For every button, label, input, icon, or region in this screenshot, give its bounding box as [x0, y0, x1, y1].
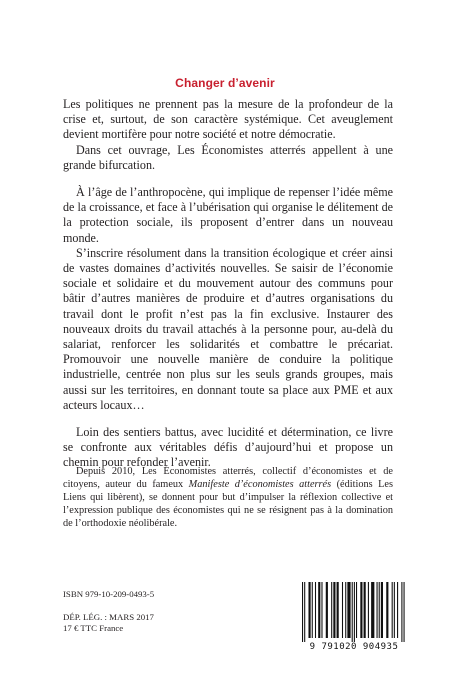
barcode-bar — [345, 582, 346, 638]
barcode-bar — [302, 582, 303, 642]
barcode-bars — [294, 580, 414, 642]
barcode-bar — [386, 582, 388, 638]
manifesto-title: Manifeste d’économistes atterrés — [188, 479, 332, 491]
barcode-bar — [318, 582, 320, 638]
price: 17 € TTC France — [63, 623, 124, 633]
barcode-bar — [342, 582, 343, 638]
barcode-bar — [352, 582, 353, 642]
barcode-bar — [360, 582, 362, 638]
barcode-bar — [354, 582, 355, 642]
publication-info — [63, 589, 154, 634]
back-cover-title: Changer d’avenir — [175, 76, 275, 90]
barcode-bar — [394, 582, 395, 638]
barcode-bar — [392, 582, 393, 638]
barcode-bar — [308, 582, 310, 638]
blurb — [63, 97, 393, 471]
blurb-paragraph-5: Loin des sentiers battus, avec lucidité et détermination, ce livre se confronte aux véritables défis d’aujourd’hui et propose un chemin pour refonder l’avenir. — [63, 425, 393, 470]
blurb-paragraph-3: À l’âge de l’anthropocène, qui implique de repenser l’idée même de la croissance, et face à l’ubérisation qui organise le délitement de la protection sociale, ils proposent d’entrer dans un nouveau monde. — [63, 185, 393, 245]
barcode-bar — [333, 582, 335, 638]
blurb-paragraph-1: Les politiques ne prennent pas la mesure de la profondeur de la crise et, surtout, de son caractère systémique. Cet aveuglement devient mortifère pour notre société et notre démocratie. — [63, 97, 393, 142]
barcode-bar — [377, 582, 378, 638]
barcode-bar — [312, 582, 313, 638]
barcode-bar — [326, 582, 328, 638]
barcode-bar — [397, 582, 398, 638]
barcode-bar — [347, 582, 350, 638]
barcode-bar — [331, 582, 332, 638]
barcode-bar — [337, 582, 339, 638]
barcode-bar — [404, 582, 405, 642]
about-text-before: Depuis 2010, Les Économistes atterrés, collectif d’économistes et de citoyens, auteur du fameux — [63, 466, 393, 491]
isbn-barcode — [294, 580, 414, 656]
barcode-bar — [321, 582, 322, 638]
barcode-bar — [304, 582, 305, 642]
barcode-bar — [379, 582, 380, 638]
about-paragraph — [63, 465, 393, 530]
blurb-paragraph-4: S’inscrire résolument dans la transition écologique et créer ainsi de vastes domaines d’activités nouvelles. Se saisir de l’économie sociale et solidaire et du mouvement autour des communs pour bâtir d’autres manières de produire et d’autres organisations du travail dont le profit n’est pas la fin exclusive. Instaurer des nouveaux droits du travail attachés à la personne pour, au-delà du salariat, renforcer les solidarités et combattre le précariat. Promouvoir une nouvelle manière de conduire la politique industrielle, centrée non plus sur les seuls grands groupes, mais aussi sur les territoires, en donnant toute sa place aux PME et aux acteurs locaux… — [63, 245, 393, 412]
barcode-bar — [364, 582, 366, 638]
barcode-digits: 9 791020 904935 — [309, 642, 399, 652]
barcode-bar — [315, 582, 316, 638]
barcode-bar — [371, 582, 374, 638]
about-text-after: (éditions Les Liens qui libèrent), se donnent pour but d’impulser la réflexion collective et l’expression publique des économistes qui ne se résignent pas à la domination de l’orthodoxie néolibérale. — [63, 479, 393, 530]
barcode-bar — [356, 582, 357, 638]
barcode-bar — [401, 582, 402, 642]
barcode-bar — [368, 582, 369, 638]
isbn: ISBN 979-10-209-0493-5 — [63, 589, 155, 599]
barcode-bar — [381, 582, 383, 638]
blurb-paragraph-2: Dans cet ouvrage, Les Économistes atterrés appellent à une grande bifurcation. — [63, 142, 393, 172]
depot-legal: DÉP. LÉG. : MARS 2017 — [63, 612, 154, 622]
about-authors — [63, 465, 393, 530]
